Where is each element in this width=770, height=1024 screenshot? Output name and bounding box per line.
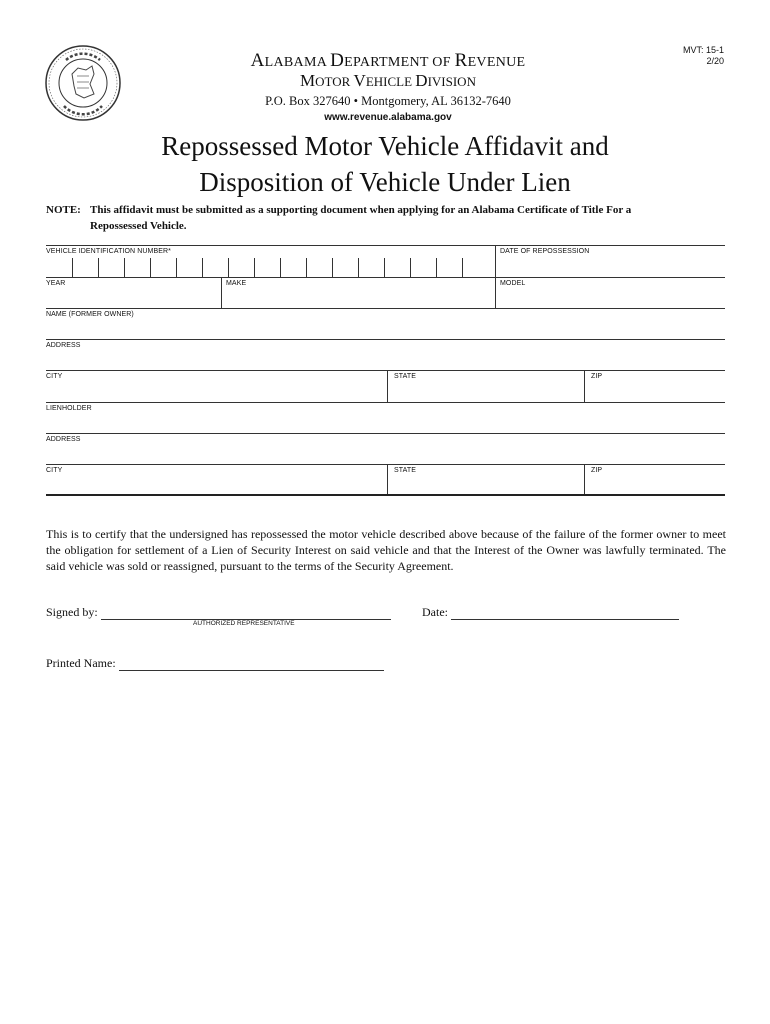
make-label: MAKE: [226, 280, 247, 287]
note-label: NOTE:: [46, 204, 81, 216]
former-owner-label: NAME (FORMER OWNER): [46, 311, 134, 318]
form-line: [46, 277, 725, 278]
form-date: 2/20: [706, 56, 724, 66]
agency-name: ALABAMA DEPARTMENT OF REVENUE: [250, 50, 526, 71]
vin-box-divider: [332, 258, 333, 277]
form-number-block: [683, 45, 724, 67]
year-label: YEAR: [46, 280, 66, 287]
field-divider: [387, 464, 388, 495]
lienholder-address-input[interactable]: [46, 445, 724, 463]
field-divider: [387, 370, 388, 402]
field-divider: [221, 277, 222, 308]
owner-zip-input[interactable]: [587, 382, 724, 401]
vin-box-divider: [410, 258, 411, 277]
signed-by-input[interactable]: [101, 607, 391, 620]
authorized-representative-label: AUTHORIZED REPRESENTATIVE: [193, 620, 295, 627]
vin-box-divider: [254, 258, 255, 277]
field-divider: [584, 464, 585, 495]
date-repossession-label: DATE OF REPOSSESSION: [500, 248, 590, 255]
vin-box-divider: [436, 258, 437, 277]
form-bottom-line: [46, 494, 725, 496]
lienholder-zip-label: ZIP: [591, 467, 603, 474]
note-text-1: This affidavit must be submitted as a supporting document when applying for an Alabama Certificate of Title For a: [90, 204, 632, 216]
lienholder-input[interactable]: [46, 414, 724, 432]
vin-divider: [495, 245, 496, 277]
owner-zip-label: ZIP: [591, 373, 603, 380]
printed-name-input[interactable]: [119, 658, 384, 671]
certification-text: This is to certify that the undersigned has repossessed the motor vehicle described above because of the failure of the former owner to meet the obligation for settlement of a Lien of Security Interest on said vehicle and that the Interest of the Owner was lawfully terminated. The said vehicle was sold or reassigned, pursuant to the terms of the Security Agreement.: [46, 527, 726, 573]
owner-state-input[interactable]: [390, 382, 581, 401]
agency-address: P.O. Box 327640 • Montgomery, AL 36132-7640: [265, 94, 511, 108]
form-title: [120, 128, 650, 200]
owner-state-label: STATE: [394, 373, 417, 380]
former-owner-input[interactable]: [46, 320, 724, 338]
date-repossession-input[interactable]: [497, 258, 723, 276]
state-seal-icon: [44, 44, 122, 122]
vin-box-divider: [176, 258, 177, 277]
vin-box-divider: [72, 258, 73, 277]
date-row: [422, 605, 679, 620]
form-line: [46, 370, 725, 371]
form-top-line: [46, 245, 725, 246]
owner-address-label: ADDRESS: [46, 342, 81, 349]
field-divider: [495, 277, 496, 308]
signed-by-label: Signed by:: [46, 605, 98, 619]
form-line: [46, 433, 725, 434]
lienholder-zip-input[interactable]: [587, 476, 724, 493]
year-input[interactable]: [46, 289, 218, 307]
vin-box-divider: [98, 258, 99, 277]
vin-box-divider: [280, 258, 281, 277]
vin-box-divider: [228, 258, 229, 277]
make-input[interactable]: [224, 289, 492, 307]
title-line-2: Disposition of Vehicle Under Lien: [199, 167, 571, 197]
date-label: Date:: [422, 605, 448, 619]
vin-box-divider: [202, 258, 203, 277]
vin-box-divider: [306, 258, 307, 277]
vin-box-divider: [462, 258, 463, 277]
agency-website[interactable]: www.revenue.alabama.gov: [324, 112, 452, 123]
signed-by-row: [46, 605, 391, 620]
lienholder-city-input[interactable]: [46, 476, 384, 493]
note: [46, 202, 726, 234]
model-label: MODEL: [500, 280, 526, 287]
form-line: [46, 402, 725, 403]
lienholder-address-label: ADDRESS: [46, 436, 81, 443]
division-name: MOTOR VEHICLE DIVISION: [300, 71, 476, 90]
lienholder-state-input[interactable]: [390, 476, 581, 493]
vin-box-divider: [124, 258, 125, 277]
form-line: [46, 308, 725, 309]
form-line: [46, 464, 725, 465]
vin-label: VEHICLE IDENTIFICATION NUMBER*: [46, 248, 171, 255]
lienholder-state-label: STATE: [394, 467, 417, 474]
vin-box-divider: [358, 258, 359, 277]
printed-name-row: [46, 656, 384, 671]
lienholder-city-label: CITY: [46, 467, 63, 474]
note-text-2: Repossessed Vehicle.: [90, 220, 187, 232]
owner-address-input[interactable]: [46, 351, 724, 369]
printed-name-label: Printed Name:: [46, 656, 116, 670]
model-input[interactable]: [498, 289, 724, 307]
form-line: [46, 339, 725, 340]
owner-city-label: CITY: [46, 373, 63, 380]
title-line-1: Repossessed Motor Vehicle Affidavit and: [161, 131, 609, 161]
date-input[interactable]: [451, 607, 679, 620]
vin-box-divider: [384, 258, 385, 277]
lienholder-label: LIENHOLDER: [46, 405, 92, 412]
vin-box-divider: [150, 258, 151, 277]
form-number: MVT: 15-1: [682, 45, 724, 55]
owner-city-input[interactable]: [46, 382, 384, 401]
field-divider: [584, 370, 585, 402]
